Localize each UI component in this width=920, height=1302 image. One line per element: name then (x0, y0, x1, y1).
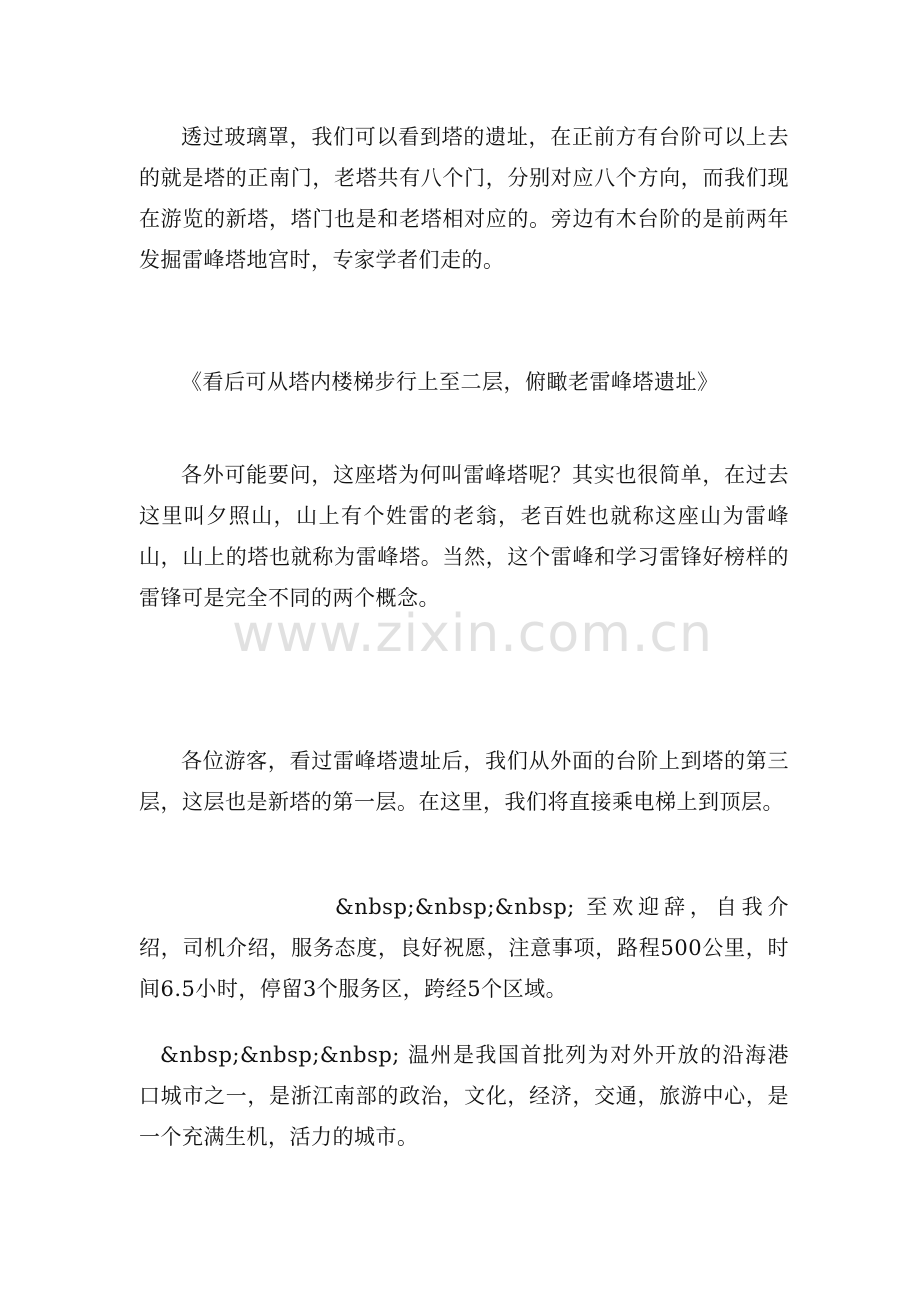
paragraph-tower-ruins: 透过玻璃罩，我们可以看到塔的遗址，在正前方有台阶可以上去的就是塔的正南门，老塔共有八个门，分别对应八个方向，而我们现在游览的新塔，塔门也是和老塔相对应的。旁边有木台阶的是前两年发掘雷峰塔地宫时，专家学者们走的。 (139, 125, 789, 272)
paragraph-welcome-outline: &nbsp;&nbsp;&nbsp; 至欢迎辞，自我介绍，司机介绍，服务态度，良好祝愿，注意事项，路程500公里，时间6.5小时，停留3个服务区，跨经5个区域。 (139, 895, 789, 1001)
paragraph-wenzhou-intro: &nbsp;&nbsp;&nbsp; 温州是我国首批列为对外开放的沿海港口城市之一，是浙江南部的政治，文化，经济，交通，旅游中心，是一个充满生机，活力的城市。 (139, 1043, 789, 1149)
watermark: www.zixin.com.cn (232, 604, 713, 664)
paragraph-stair-note: 《看后可从塔内楼梯步行上至二层，俯瞰老雷峰塔遗址》 (181, 370, 719, 394)
paragraph-tower-name: 各外可能要问，这座塔为何叫雷峰塔呢？其实也很简单，在过去这里叫夕照山，山上有个姓雷的老翁，老百姓也就称这座山为雷峰山，山上的塔也就称为雷峰塔。当然，这个雷峰和学习雷锋好榜样的雷锋可是完全不同的两个概念。 (139, 463, 789, 610)
paragraph-third-floor: 各位游客，看过雷峰塔遗址后，我们从外面的台阶上到塔的第三层，这层也是新塔的第一层。在这里，我们将直接乘电梯上到顶层。 (139, 749, 789, 814)
